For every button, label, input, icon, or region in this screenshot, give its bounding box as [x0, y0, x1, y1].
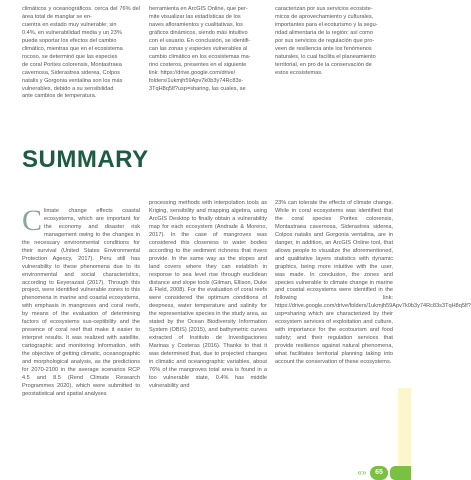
drop-cap: C — [22, 203, 43, 237]
text-column-top-2: herramienta en ArcGIS Online, que per- mite visualizar las estadísticas de los naves afloramientos y cualitativas, los gráficos dinámicos, siendo más intuitivo con el usuario. En conclusión, se identifi- can las zonas y especies vulnerables al cambio climático en los ecosistemas ma- rino costeros, presentes en el siguiente link: https://drive.google.com/drive/ folders/1ukmjh59Apv7k0b3y74Rc83s- 3TqH8q5lf?usp=sharing, las cuales, se — [149, 6, 251, 92]
text-column-top-1: climáticos y oceanográficos. cerca del 76% del área total de manglar se en- cuentra en estado muy vulnerable; sin 0.4%, en vulnerabilidad media y un 23% puede soportar los efectos del cambio climático, mientras que en el ecosistema rocoso, se determinó que las especies de coral Porites colorensis, Montastraea cavernosa, Siderastrea siderea, Colpos natalis y Gorgonia ventalina son los más vulnerables, debido a su sensibilidad ante cambios de temperatura. — [22, 6, 140, 100]
nav-arrows-icon[interactable]: «» — [357, 468, 367, 477]
page-tab — [390, 466, 411, 480]
section-title: SUMMARY — [22, 146, 149, 173]
paragraph-text: limate change effects coastal ecosystems, which are important for the economy and disaster risk management owing to the changes in the necessary environmental conditions for their survival (United States Environmental Protection Agency, 2017). Peru still has vulnerability to these phenomena due to its environmental and social characteristics, according to Eeyerazasi (2017). Through this project, were identified vulnerable zones to this phenomena in marine and coastal ecosystems, with emphasis in mangroves and coral reefs, by means of the evaluation of determining factors of ecosystems sus-ceptibility and the presence of coral reef that make it easier to interpret results. It was realized with satellite, cartographic and monitoring information, with the objective of getting climatic, oceanographic and morphological analysis, as the predictions for 2070-2100 in the average scenarios RCP 4.5 and 8.5 (Rend Climate Research Programmes 2020), which were submitted to geostatistical and spatial analyses — [22, 207, 140, 397]
text-column-bottom-1 — [22, 200, 140, 450]
text-column-bottom-2: processing methods with interpolation tools as Kriging, sensibility and mapping algebra, using ArcGIS Desktop to finally obtain a vulnerability map for each ecosystem (Andrade & Moreno, 2017). In the case of mangroves was considered this closeness to water bodies according to the sediment richness that rivers provide. In the same way as the slopes and land covers where they can establish in response to sea level rise through euclidean distance and slope tools (Gilman, Ellison, Duke & Field, 2008). For the evaluation of coral reefs were considered the optimum conditions of deepness, water temperature and salinity for the representative species in the study area, as stated by the Ocean Biodiversity Information System (OBIS) (2015), and bathymetric curves extracted of Instituto de Investigaciones Marinas y Costeras (2016). Thanks to that it was determined that, due to projected changes in climatic and oceanographic variables, about 76% of the mangroves total area is found in a too vulnerable state, 0.4% has middle vulnerability and — [149, 200, 267, 389]
text-column-top-3: caracterizan por sus servicios ecosiste- micos de aprovechamiento y culturales, importantes para el ecoturismo y la segu- ridad alimentaria de la región; así como por sus servicios de regulación que pro- veen de resiliencia ante los fenómenos naturales, lo cual facilita el planeamiento territorial, en pro de la conservación de estos ecosistemas. — [275, 6, 378, 76]
text-column-bottom-3: 23% can tolerate the effects of climate change. While in coral ecosystems was identified that the coral species Porites colorensis, Montastraea cavernosa, Siderastrea siderea, Colpos natalis and Gorgonia ventalina, are in danger, in addition, an ArcGIS Online tool, that allows people to visualize the aforementioned, and qualitative layers statistics with dynamic graphics, being more intuitive with the user, was made. In conclusion, the zones and species vulnerable to climate change in marine and coastal ecosystems were identified in the following link: https://drive.google.com/drive/folders/1ukmjh59Apv7k0b3y74Rc83s3TqH8q5lf?usp=sharing which are characterized by their ecosystem services of exploitation and culture, with importance for the ecotourism and food safety; and their regulation services that provide resilience against natural phenomena, what facilitates territorial planning taking into account the conservation of these ecosystems. — [275, 200, 471, 366]
page-number-badge: 65 — [370, 466, 388, 480]
